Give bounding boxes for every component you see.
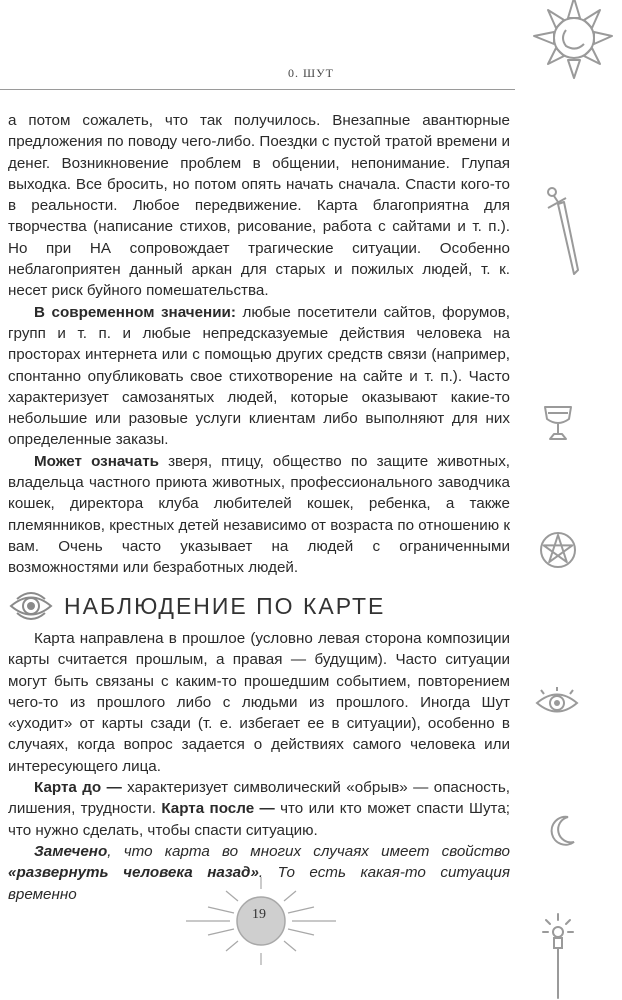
section-heading	[8, 589, 385, 623]
eye-icon	[8, 589, 54, 623]
page-number: 19	[252, 907, 266, 922]
lead-term: В современном значении:	[34, 303, 236, 321]
moon-icon	[548, 814, 578, 848]
eye-icon	[534, 686, 580, 720]
paragraph: Карта до — характеризует символический «обрыв» — опасность, лишения, трудности. Карта после — что или кто может спасти Шута; что нужно сделать, чтобы спасти ситуацию.	[8, 779, 510, 839]
paragraph: Карта направлена в прошлое (условно левая сторона композиции карты считается прошлым, а правая — будущим). Часто ситуации могут быть связаны с каким-то прошедшим событием, повторением чего-то из прошлого либо с людьми из прошлого. Иногда Шут «уходит» от карты сзади (т. е. избегает ее в ситуации), особенно в случаях, когда вопрос задается о действиях самого человека или интересующего лица.	[8, 630, 510, 775]
lead-term: Карта до —	[34, 779, 122, 797]
header-rule	[0, 89, 515, 90]
paragraph: Замечено, что карта во многих случаях имеет свойство «развернуть человека назад». То есть какая-то ситуация временно	[8, 842, 510, 903]
text-column-top	[8, 110, 510, 579]
lead-term: Замечено	[34, 842, 108, 860]
wand-icon	[538, 912, 578, 1000]
lead-term: Карта после —	[161, 800, 275, 818]
paragraph: Может означать зверя, птицу, общество по защите животных, владельца частного приюта животных, профессионального заводчика кошек, директора клуба любителей кошек, ребенка, а также племянников, крестных детей независимо от возраста по отношению к вам. Очень часто указывает на людей с ограниченными возможностями или безработных людей.	[8, 452, 511, 577]
section-title: НАБЛЮДЕНИЕ ПО КАРТЕ	[64, 592, 386, 619]
paragraph: а потом сожалеть, что так получилось. Внезапные авантюрные предложения по поводу чего-либо. Поездки с пустой тратой времени и денег. Возникновение проблем в общении, непонимание. Глупая выходка. Все бросить, но потом опять начать сначала. Спасти кого-то в реальности. Любое передвижение. Карта благоприятна для творчества (написание стихов, рисование, работа с сайтами и т. п.). Но при НА сопровождает трагические ситуации. Особенно неблагоприятен данный аркан для старых и пожилых людей, т. к. несет риск буйного помешательства.	[8, 112, 510, 300]
sword-icon	[544, 186, 584, 278]
sun-icon	[522, 0, 622, 90]
running-title: 0. ШУТ	[288, 66, 334, 80]
pentacle-icon	[538, 530, 578, 570]
cup-icon	[540, 403, 576, 443]
text-column-bottom	[8, 628, 510, 905]
paragraph: В современном значении: любые посетители сайтов, форумов, групп и т. п. и любые непредсказуемые действия человека на просторах интернета или с помощью других средств связи (например, спонтанно опубликовать свое стихотворение на сайте и т. п.). Часто характеризует самозанятых людей, которые оказывают какие-то небольшие или разовые услуги клиентам либо выполняют для них определенные заказы.	[8, 303, 510, 449]
lead-term: Может означать	[34, 452, 159, 470]
